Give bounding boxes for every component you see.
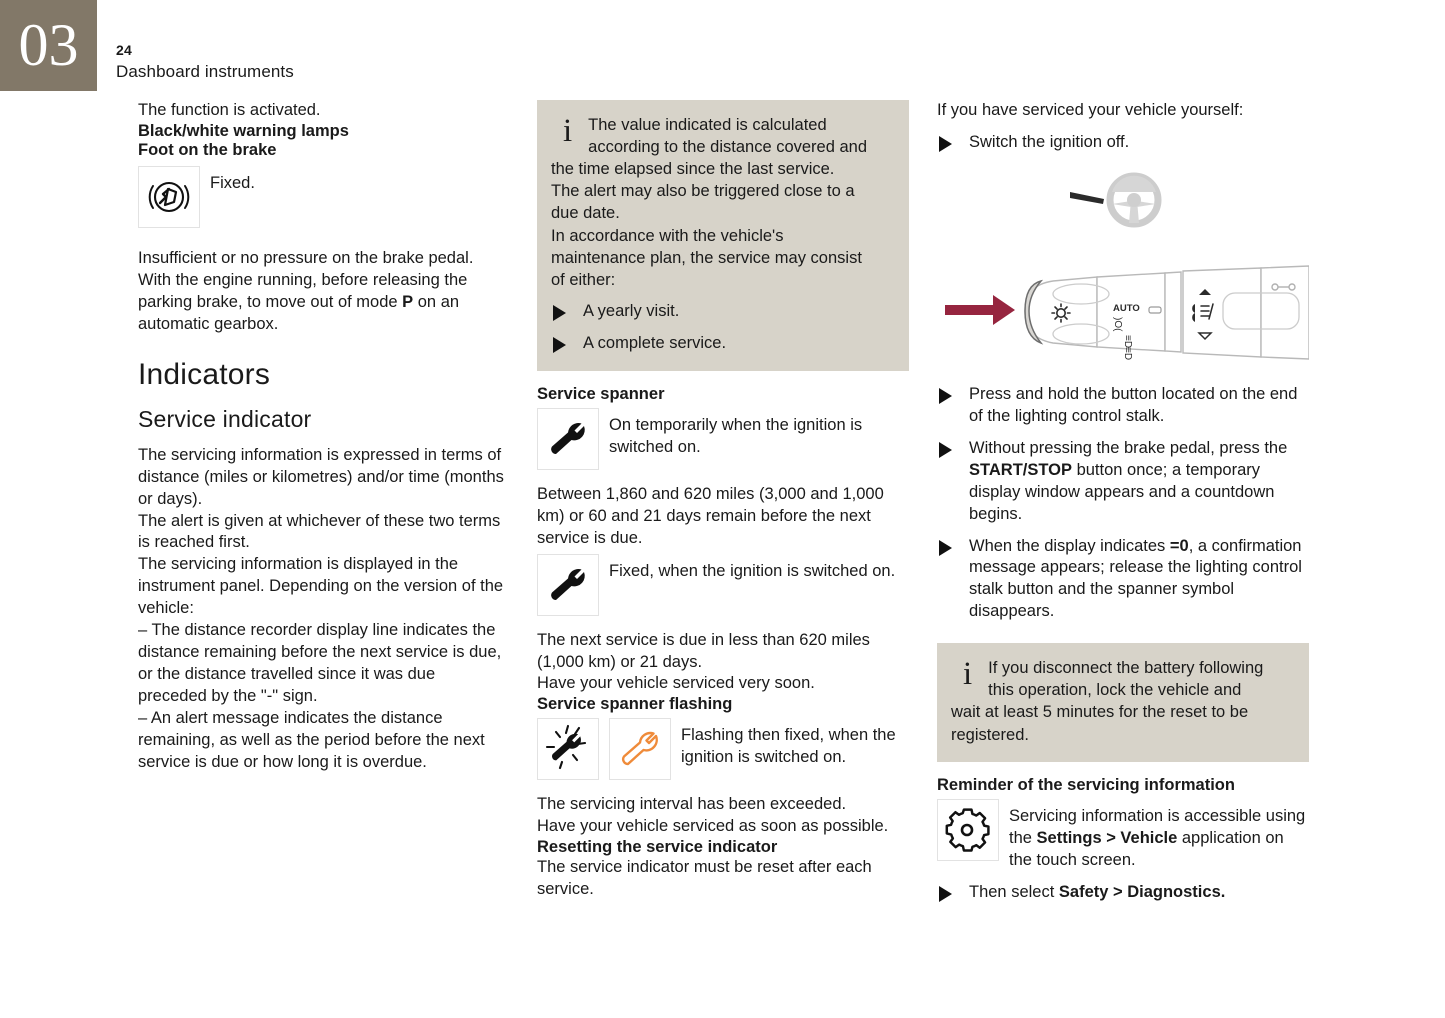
list-item <box>937 438 1309 526</box>
sub-title-service-indicator: Service indicator <box>138 405 312 432</box>
info-bullet-item <box>551 333 893 355</box>
heading-foot-on-brake: Foot on the brake <box>138 140 277 159</box>
section-title-indicators: Indicators <box>138 357 271 391</box>
info-line-5: due date. <box>551 204 620 223</box>
brake-paragraph-1: Insufficient or no pressure on the brake pedal. <box>138 248 474 267</box>
switch-ignition-text: Switch the ignition off. <box>969 132 1130 151</box>
reset-steps-list <box>937 384 1309 623</box>
info-line-8: of either: <box>551 270 616 289</box>
info-line-4: The alert may also be triggered close to a <box>551 182 855 201</box>
info-bullet-text: A complete service. <box>583 333 727 352</box>
triangle-bullet-icon <box>553 337 566 353</box>
lighting-control-stalk-illustration <box>937 249 1309 366</box>
svg-text:≡D: ≡D <box>1122 334 1133 348</box>
spanner-flashing-row <box>537 718 909 780</box>
then-select-pre: Then select <box>969 882 1059 901</box>
info-i-icon: i <box>963 656 973 693</box>
left-body-1: The servicing information is expressed in terms of distance (miles or kilometres) and/or time (months or days). <box>138 445 504 508</box>
left-column <box>138 100 504 774</box>
spanner-flashing-caption: Flashing then fixed, when the ignition is switched on. <box>681 726 896 767</box>
brake-p2-post: on an automatic gearbox. <box>138 292 460 333</box>
list-item <box>937 384 1309 428</box>
switch-ignition-list <box>937 132 1309 154</box>
foot-on-brake-icon <box>138 166 200 228</box>
heading-reminder-servicing: Reminder of the servicing information <box>937 775 1235 794</box>
triangle-bullet-icon <box>939 886 952 902</box>
heading-black-white-lamps: Black/white warning lamps <box>138 121 349 140</box>
triangle-bullet-icon <box>939 388 952 404</box>
stalk-auto-label: AUTO <box>1113 302 1140 314</box>
list-item <box>937 536 1309 624</box>
page-title: Dashboard instruments <box>116 62 294 81</box>
step-3-bold: =0 <box>1169 536 1189 555</box>
info-line-2: according to the distance covered and <box>588 138 868 157</box>
spanner-temporary-row <box>537 408 909 470</box>
battery-info-line-3: wait at least 5 minutes for the reset to be <box>951 703 1249 722</box>
info-i-icon: i <box>563 113 573 149</box>
right-intro-text: If you have serviced your vehicle yourself: <box>937 101 1244 119</box>
reminder-pre: Servicing information is accessible using the <box>1009 806 1306 847</box>
spanner-fixed-caption: Fixed, when the ignition is switched on. <box>609 561 896 580</box>
reminder-bold: Settings > Vehicle <box>1036 828 1178 847</box>
heading-resetting-indicator: Resetting the service indicator <box>537 838 778 857</box>
spanner-temporary-caption: On temporarily when the ignition is switched on. <box>609 415 863 456</box>
list-item <box>937 132 1309 154</box>
right-column <box>937 100 1309 903</box>
battery-info-line-4: registered. <box>951 725 1029 744</box>
spanner-icon <box>537 408 599 470</box>
red-arrow-icon <box>945 295 1015 325</box>
left-body-5: – An alert message indicates the distance remaining, as well as the period before the next service is due or how long it is overdue. <box>138 708 485 771</box>
middle-column <box>537 100 909 901</box>
spanner-flashing-icon <box>537 718 599 780</box>
page-header <box>116 42 294 82</box>
then-select-list <box>937 882 1309 904</box>
left-body-4: – The distance recorder display line indicates the distance remaining before the next service is due, or the distance travelled since it was due preceded by the "-" sign. <box>138 621 502 705</box>
step-1-text: Press and hold the button located on the end of the lighting control stalk. <box>969 384 1298 425</box>
brake-p2-bold: P <box>402 292 414 311</box>
battery-info-line-2: this operation, lock the vehicle and <box>988 681 1242 700</box>
info-line-6: In accordance with the vehicle's <box>551 226 784 245</box>
serviced-very-soon: Have your vehicle serviced very soon. <box>537 674 815 693</box>
info-line-3: the time elapsed since the last service. <box>551 160 835 179</box>
next-service-paragraph: The next service is due in less than 620 miles (1,000 km) or 21 days. <box>537 630 870 671</box>
brake-icon-caption: Fixed. <box>210 173 255 192</box>
battery-info-line-1: If you disconnect the battery following <box>988 659 1264 678</box>
heading-spanner-flashing: Service spanner flashing <box>537 695 733 714</box>
spanner-fixed-row <box>537 554 909 616</box>
info-bullet-text: A yearly visit. <box>583 301 680 320</box>
left-body-3: The servicing information is displayed in the instrument panel. Depending on the version of the vehicle: <box>138 555 504 618</box>
brake-paragraph-2 <box>138 270 504 336</box>
heading-service-spanner: Service spanner <box>537 384 665 403</box>
info-line-7: maintenance plan, the service may consist <box>551 248 862 267</box>
step-2-post: button once; a temporary display window appears and a countdown begins. <box>969 460 1275 523</box>
info-callout-service-value <box>537 100 909 371</box>
brake-warning-row <box>138 166 504 228</box>
svg-text:)O(: )O( <box>1112 316 1123 332</box>
chapter-number-badge: 03 <box>0 0 97 91</box>
spanner-icon <box>537 554 599 616</box>
triangle-bullet-icon <box>939 136 952 152</box>
step-3-post: , a confirmation message appears; release the lighting control stalk button and the spanner symbol disappears. <box>969 536 1302 621</box>
then-select-bold: Safety > Diagnostics. <box>1058 882 1226 901</box>
interval-exceeded-text: The servicing interval has been exceeded. <box>537 795 847 814</box>
gear-icon <box>937 799 999 861</box>
settings-reminder-row <box>937 799 1309 872</box>
info-callout-battery <box>937 643 1309 761</box>
step-2-pre: Without pressing the brake pedal, press the <box>969 438 1288 457</box>
reminder-post: application on the touch screen. <box>1009 828 1284 869</box>
brake-p2-pre: With the engine running, before releasing the parking brake, to move out of mode <box>138 270 468 311</box>
serviced-asap-text: Have your vehicle serviced as soon as possible. <box>537 817 889 836</box>
step-2-bold: START/STOP <box>969 460 1072 479</box>
page-number: 24 <box>116 42 132 58</box>
info-line-1: The value indicated is calculated <box>588 116 827 134</box>
reset-after-service-text: The service indicator must be reset after each service. <box>537 858 872 899</box>
triangle-bullet-icon <box>939 540 952 556</box>
svg-text:≡D: ≡D <box>1122 346 1133 360</box>
list-item <box>937 882 1309 904</box>
triangle-bullet-icon <box>553 305 566 321</box>
spanner-orange-icon <box>609 718 671 780</box>
steering-wheel-illustration <box>937 172 1309 239</box>
triangle-bullet-icon <box>939 442 952 458</box>
between-distance-paragraph: Between 1,860 and 620 miles (3,000 and 1,000 km) or 60 and 21 days remain before the next service is due. <box>537 484 884 547</box>
info-bullet-item <box>551 301 893 323</box>
settings-reminder-caption <box>1009 799 1309 872</box>
function-activated-text: The function is activated. <box>138 101 321 119</box>
left-body-2: The alert is given at whichever of these two terms is reached first. <box>138 511 501 552</box>
step-3-pre: When the display indicates <box>969 536 1170 555</box>
info-bullet-list <box>551 301 893 355</box>
